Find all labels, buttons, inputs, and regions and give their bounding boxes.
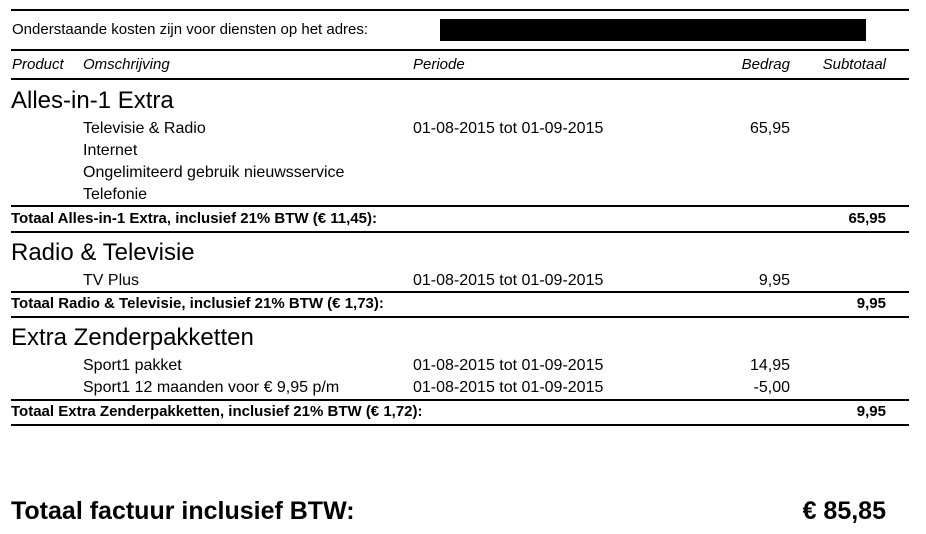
- section-total-bottom-rule: [11, 316, 909, 318]
- item-omschrijving: TV Plus: [83, 272, 140, 289]
- top-rule: [11, 9, 909, 11]
- item-periode: 01-08-2015 tot 01-09-2015: [413, 120, 604, 137]
- item-omschrijving: Sport1 pakket: [83, 357, 182, 374]
- item-bedrag: 9,95: [758, 272, 790, 289]
- header-bottom-rule: [11, 78, 909, 80]
- section-total-label: Totaal Extra Zenderpakketten, inclusief 21% BTW (€ 1,72):: [11, 403, 423, 420]
- col-bedrag: Bedrag: [741, 56, 790, 73]
- grand-total-value: € 85,85: [802, 497, 886, 525]
- grand-total-label: Totaal factuur inclusief BTW:: [11, 497, 355, 525]
- col-periode: Periode: [413, 56, 465, 73]
- col-product: Product: [12, 56, 64, 73]
- section-total-bottom-rule: [11, 424, 909, 426]
- section-title: Radio & Televisie: [11, 239, 195, 266]
- section-total-top-rule: [11, 291, 909, 293]
- section-total-top-rule: [11, 205, 909, 207]
- col-omschrijving: Omschrijving: [83, 56, 170, 73]
- item-periode: 01-08-2015 tot 01-09-2015: [413, 272, 604, 289]
- col-subtotaal: Subtotaal: [822, 56, 886, 73]
- item-bedrag: -5,00: [753, 379, 790, 396]
- section-total-top-rule: [11, 399, 909, 401]
- section-total-value: 9,95: [856, 403, 886, 420]
- item-omschrijving: Internet: [83, 142, 138, 159]
- section-total-value: 9,95: [856, 295, 886, 312]
- section-title: Alles-in-1 Extra: [11, 87, 174, 114]
- address-intro: Onderstaande kosten zijn voor diensten op het adres:: [12, 21, 369, 38]
- item-omschrijving: Sport1 12 maanden voor € 9,95 p/m: [83, 379, 340, 396]
- item-bedrag: 65,95: [749, 120, 790, 137]
- item-bedrag: 14,95: [749, 357, 790, 374]
- item-periode: 01-08-2015 tot 01-09-2015: [413, 357, 604, 374]
- section-total-label: Totaal Radio & Televisie, inclusief 21% BTW (€ 1,73):: [11, 295, 384, 312]
- section-title: Extra Zenderpakketten: [11, 324, 254, 351]
- item-omschrijving: Telefonie: [83, 186, 148, 203]
- item-omschrijving: Ongelimiteerd gebruik nieuwsservice: [83, 164, 345, 181]
- section-total-bottom-rule: [11, 231, 909, 233]
- item-omschrijving: Televisie & Radio: [83, 120, 206, 137]
- section-total-value: 65,95: [848, 210, 886, 227]
- item-periode: 01-08-2015 tot 01-09-2015: [413, 379, 604, 396]
- section-total-label: Totaal Alles-in-1 Extra, inclusief 21% BTW (€ 11,45):: [11, 210, 377, 227]
- header-top-rule: [11, 49, 909, 51]
- redacted-address: [440, 19, 866, 41]
